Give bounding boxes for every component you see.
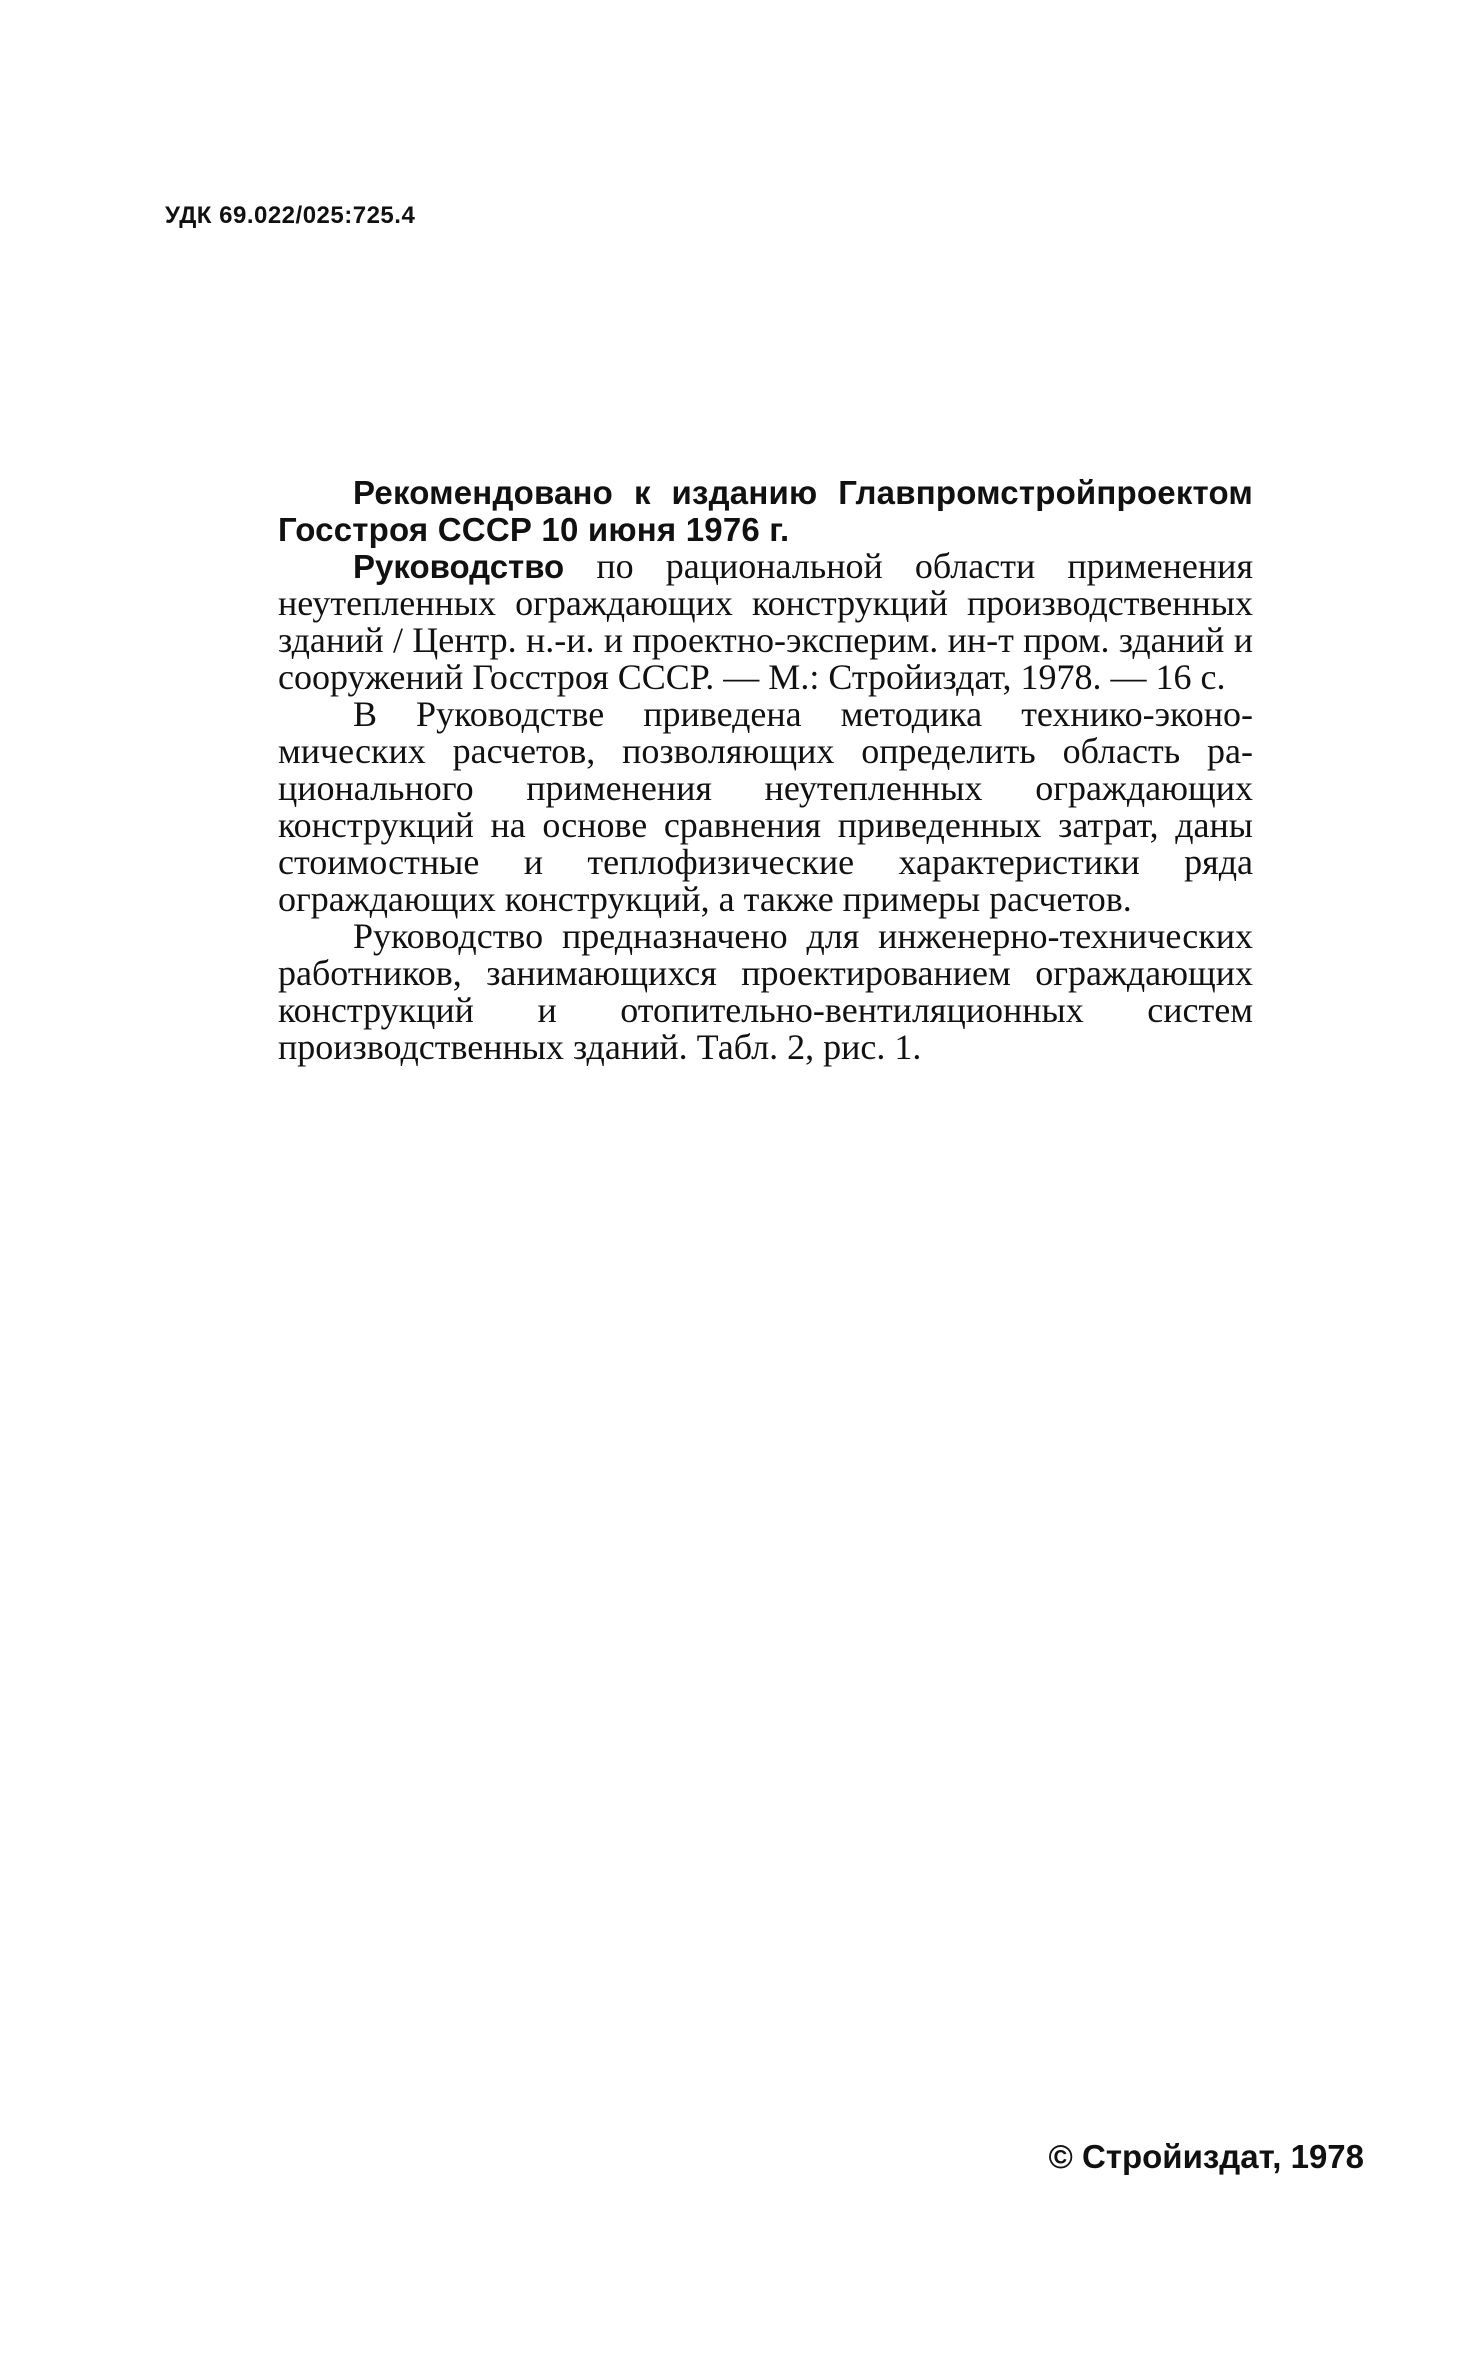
copyright-line: © Стройиздат, 1978 [1048,2138,1364,2175]
bibliographic-record [278,548,1253,696]
bibliographic-title: Руководство [353,548,565,585]
abstract-paragraph-2: Руководство предназначено для инженерно-технических работников, занимающихся проектированием ограждающих конструкций и отопительно-вентиляционных систем производственных зданий. Табл. 2, рис. 1. [278,916,1253,1067]
recommendation-note: Рекомендовано к изданию Главпромстройпроектом Госстроя СССР 10 июня 1976 г. [278,474,1253,548]
annotation-block [278,474,1253,1066]
abstract-paragraph-1: В Руководстве приведена методика технико-экономических расчетов, позволяющих определить область рационального применения неутепленных ограждающих конструкций на основе сравнения приведенных затрат, даны стоимостные и теплофизические характеристики ряда ограждающих конструкций, а также примеры расчетов. [278,694,1253,919]
udk-code: УДК 69.022/025:725.4 [165,202,416,229]
bibliographic-description: по рациональной области применения неутепленных ограждающих конструкций производственных зданий / Центр. н.-и. и проектно-эксперим. ин-т пром. зданий и сооружений Госстроя СССР. — М.: Стройиздат, 1978. — 16 с. [278,546,1253,697]
